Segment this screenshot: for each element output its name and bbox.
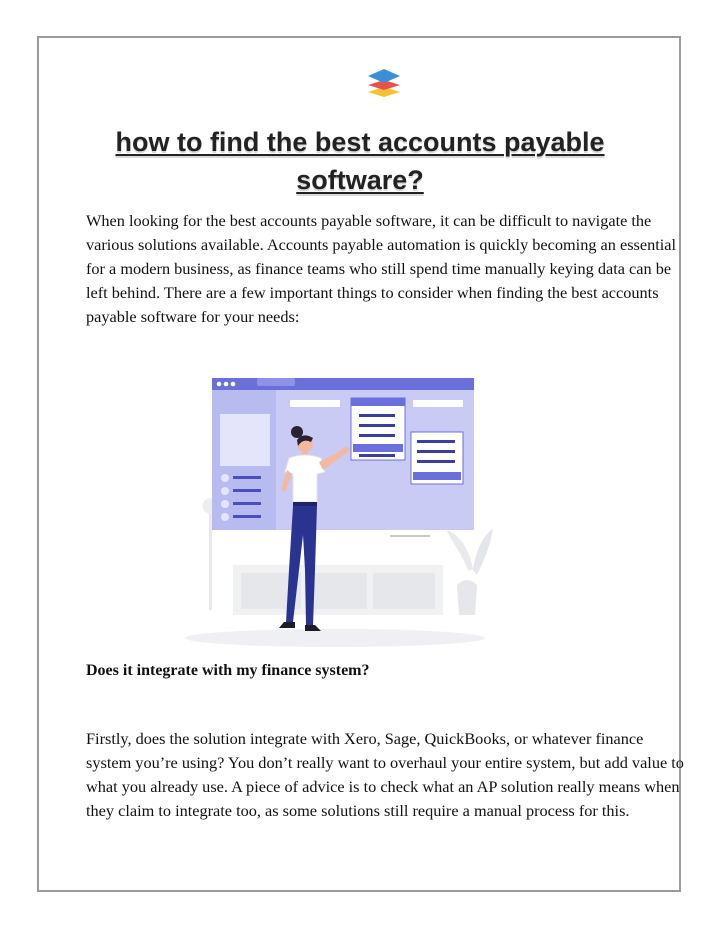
section-paragraph: Firstly, does the solution integrate with Xero, Sage, QuickBooks, or whatever finance system you’re using? You don’t really want to overhaul your entire system, but add value to what you already use. A piece of advice is to check what an AP solution really means when they claim to integrate too, as some solutions still require a manual process for this.: [86, 729, 684, 820]
section-heading: Does it integrate with my finance system?: [86, 662, 370, 679]
woman-pointing-at-dashboard-illustration: [185, 370, 505, 655]
page-title: how to find the best accounts payable software?: [115, 127, 605, 195]
stacked-layers-icon: [366, 67, 402, 99]
intro-paragraph: When looking for the best accounts payable software, it can be difficult to navigate the various solutions available. Accounts payable automation is quickly becoming an essential for a modern business, as finance teams who still spend time manually keying data can be left behind. There are a few important things to consider when finding the best accounts payable software for your needs:: [86, 211, 677, 326]
